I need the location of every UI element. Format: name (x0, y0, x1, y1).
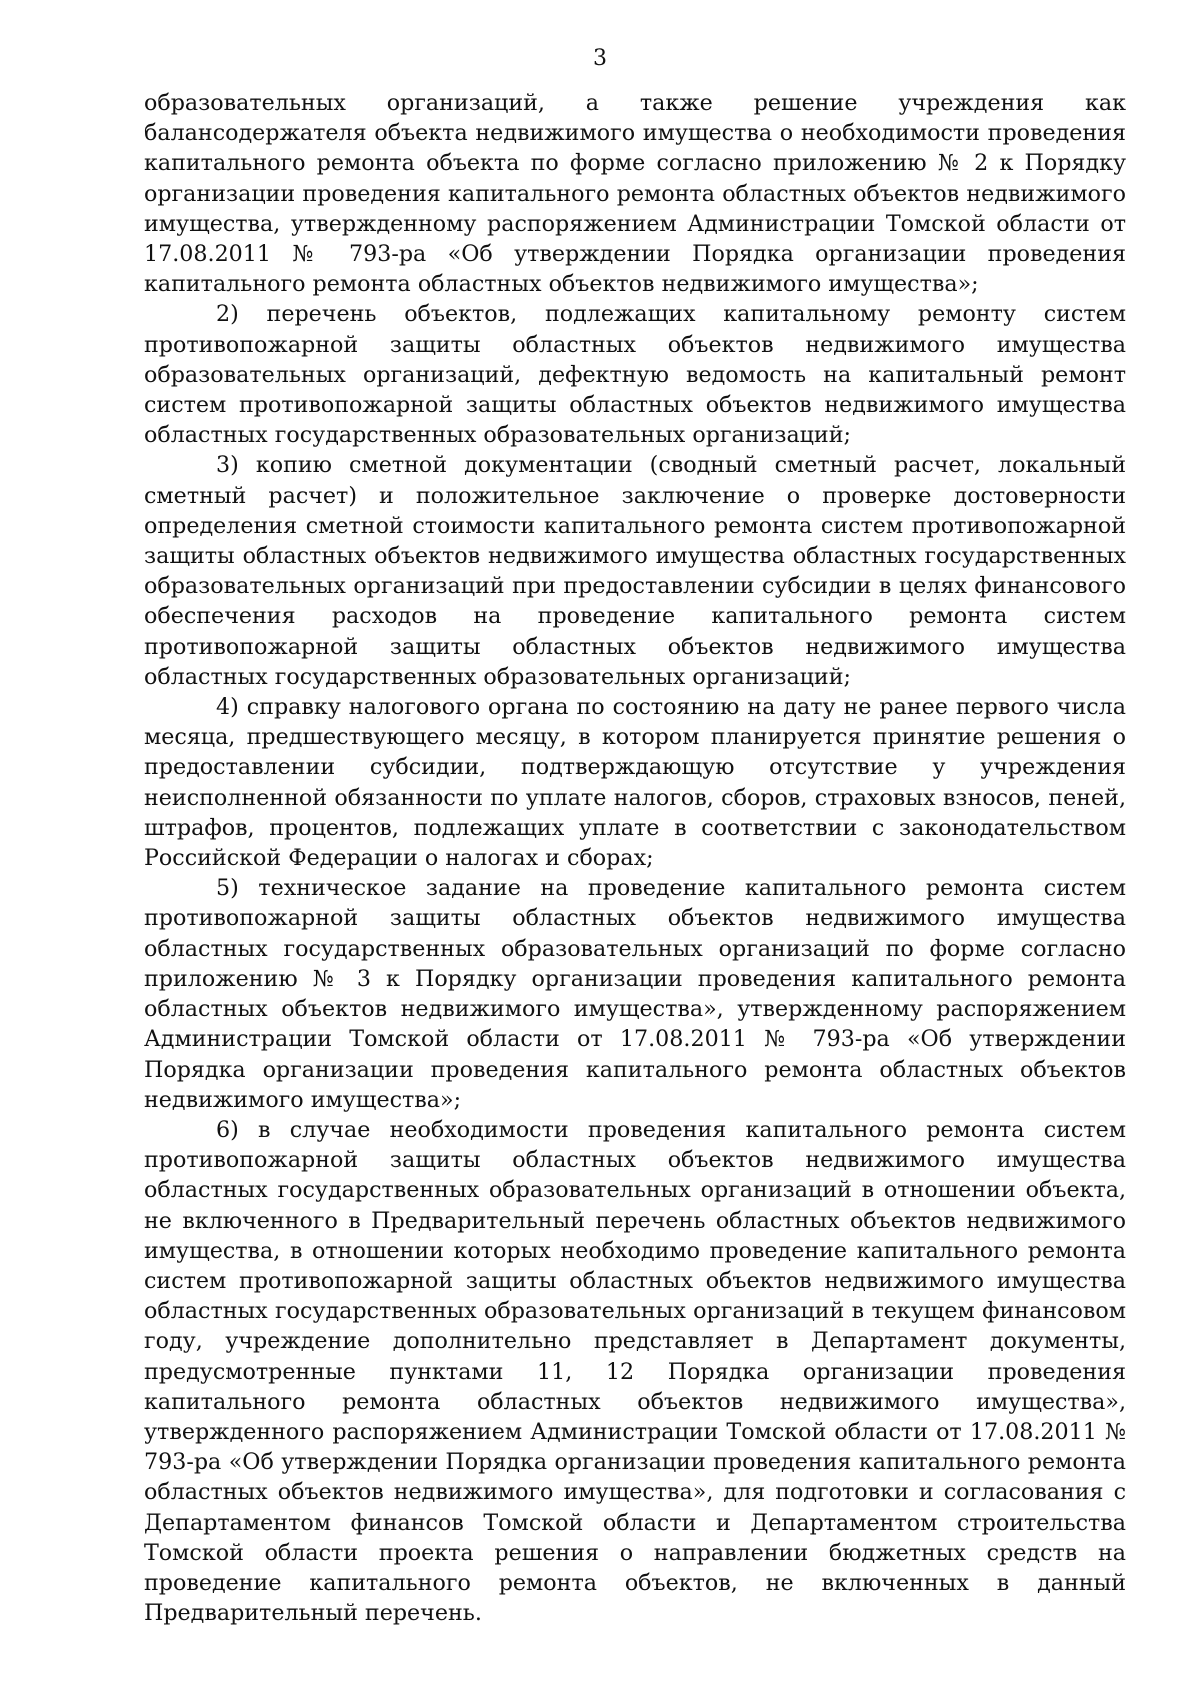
page-number: 3 (593, 46, 607, 71)
list-item-5: 5) техническое задание на проведение капитального ремонта систем противопожарной защиты областных объектов недвижимого имущества областных государственных образовательных организаций по форме согласно приложению № 3 к Порядку организации проведения капитального ремонта областных объектов недвижимого имущества», утвержденному распоряжением Администрации Томской области от 17.08.2011 № 793-ра «Об утверждении Порядка организации проведения капитального ремонта областных объектов недвижимого имущества»; (144, 875, 1126, 1113)
list-item-3: 3) копию сметной документации (сводный сметный расчет, локальный сметный расчет) и положительное заключение о проверке достоверности определения сметной стоимости капитального ремонта систем противопожарной защиты областных объектов недвижимого имущества областных государственных образовательных организаций при предоставлении субсидии в целях финансового обеспечения расходов на проведение капитального ремонта систем противопожарной защиты областных объектов недвижимого имущества областных государственных образовательных организаций; (144, 452, 1126, 690)
list-item-4: 4) справку налогового органа по состоянию на дату не ранее первого числа месяца, предшествующего месяцу, в котором планируется принятие решения о предоставлении субсидии, подтверждающую отсутствие у учреждения неисполненной обязанности по уплате налогов, сборов, страховых взносов, пеней, штрафов, процентов, подлежащих уплате в соответствии с законодательством Российской Федерации о налогах и сборах; (144, 694, 1126, 872)
list-item-2: 2) перечень объектов, подлежащих капитальному ремонту систем противопожарной защиты областных объектов недвижимого имущества образовательных организаций, дефектную ведомость на капитальный ремонт систем противопожарной защиты областных объектов недвижимого имущества областных государственных образовательных организаций; (144, 301, 1126, 449)
list-item-6: 6) в случае необходимости проведения капитального ремонта систем противопожарной защиты областных объектов недвижимого имущества областных государственных образовательных организаций в отношении объекта, не включенного в Предварительный перечень областных объектов недвижимого имущества, в отношении которых необходимо проведение капитального ремонта систем противопожарной защиты областных объектов недвижимого имущества областных государственных образовательных организаций в текущем финансовом году, учреждение дополнительно представляет в Департамент документы, предусмотренные пунктами 11, 12 Порядка организации проведения капитального ремонта областных объектов недвижимого имущества», утвержденного распоряжением Администрации Томской области от 17.08.2011 № 793-ра «Об утверждении Порядка организации проведения капитального ремонта областных объектов недвижимого имущества», для подготовки и согласования с Департаментом финансов Томской области и Департаментом строительства Томской области проекта решения о направлении бюджетных средств на проведение капитального ремонта объектов, не включенных в данный Предварительный перечень. (144, 1116, 1126, 1627)
paragraph-continuation: образовательных организаций, а также решение учреждения как балансодержателя объекта недвижимого имущества о необходимости проведения капитального ремонта объекта по форме согласно приложению № 2 к Порядку организации проведения капитального ремонта областных объектов недвижимого имущества, утвержденному распоряжением Администрации Томской области от 17.08.2011 № 793-ра «Об утверждении Порядка организации проведения капитального ремонта областных объектов недвижимого имущества»; (144, 90, 1126, 298)
document-body (144, 88, 1126, 1628)
